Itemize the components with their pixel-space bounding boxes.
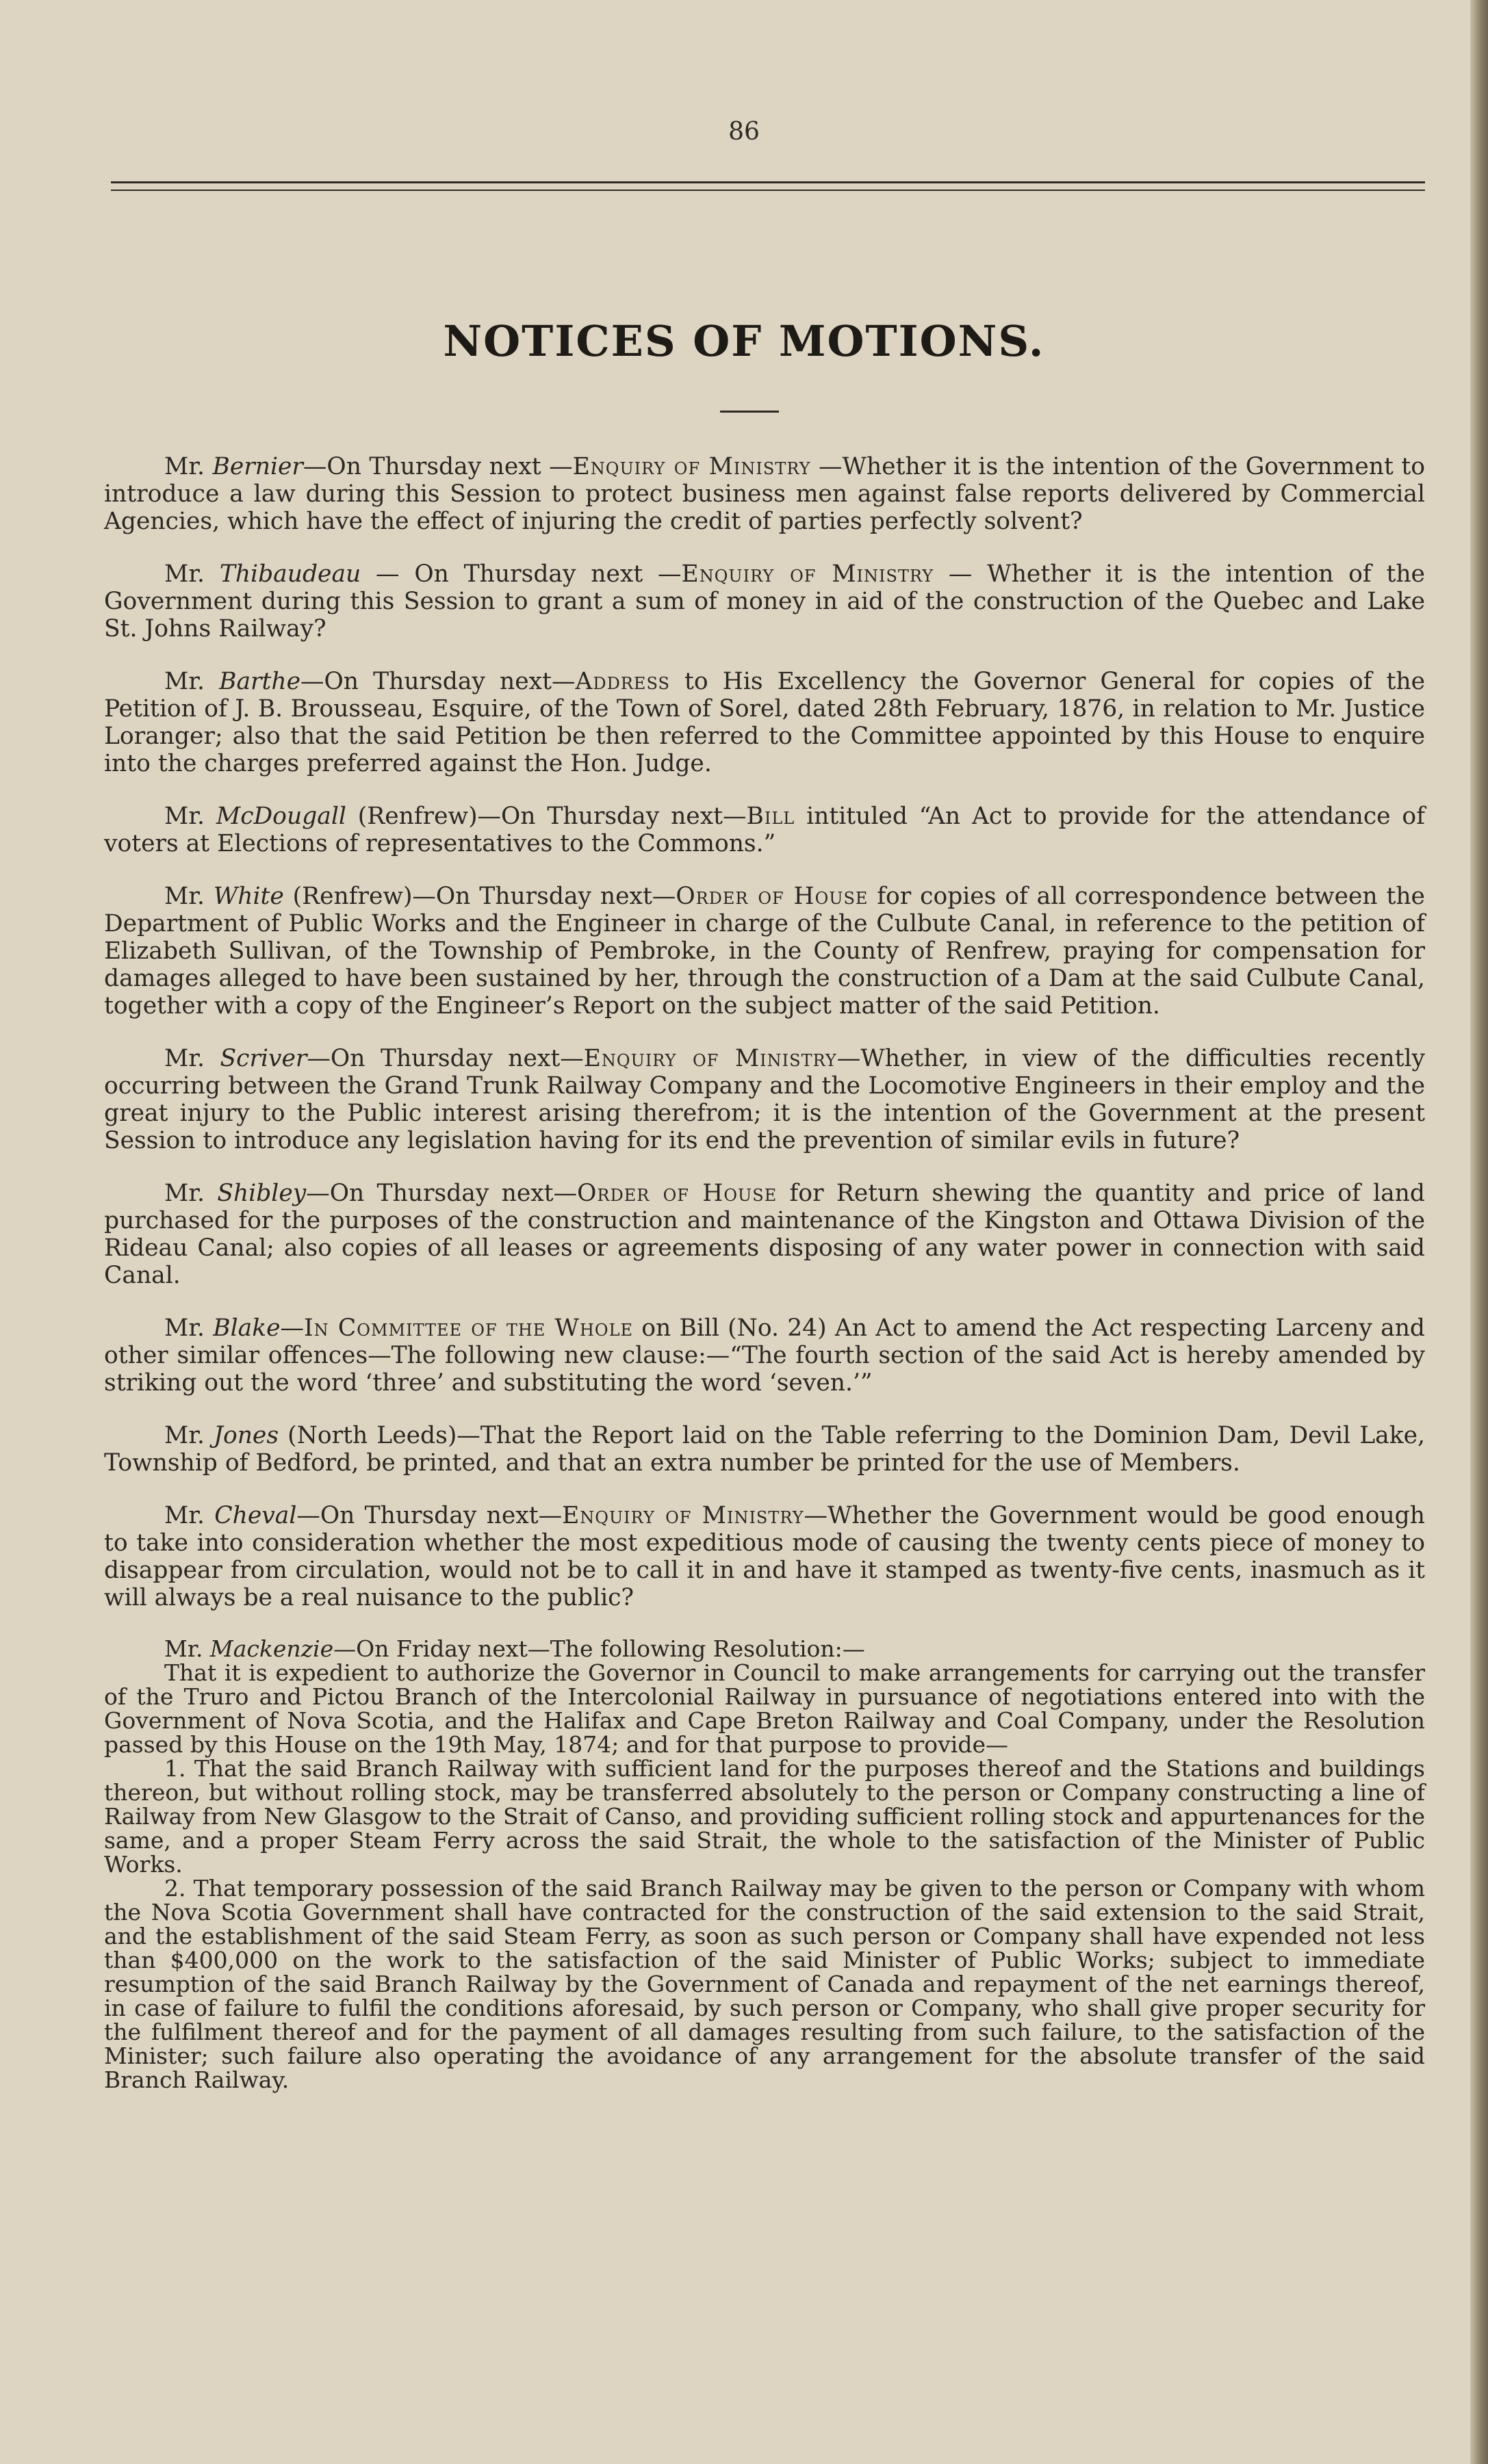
notices-body xyxy=(104,453,1425,2092)
member-name: McDougall xyxy=(216,803,346,830)
member-name: White xyxy=(213,883,284,910)
resolution-intro: Mr. Mackenzie—On Friday next—The following Resolution:— xyxy=(164,1635,865,1662)
notice-paragraph: Mr. Bernier—On Thursday next —Enquiry of Ministry —Whether it is the intention of the Government to introduce a law during this Session to protect business men against false reports delivered by Commercial Agencies, which have the effect of injuring the credit of parties perfectly solvent? xyxy=(104,453,1425,535)
book-spine-edge xyxy=(1470,0,1488,2464)
motion-type: Order of House xyxy=(577,1180,778,1207)
resolution-paragraph: 1. That the said Branch Railway with sufficient land for the purposes thereof and the Stations and buildings thereon, but without rolling stock, may be transferred absolutely to the person or Company constructing a line of Railway from New Glasgow to the Strait of Canso, and providing sufficient rolling stock and appurtenances for the same, and a proper Steam Ferry across the said Strait, the whole to the satisfaction of the Minister of Public Works. xyxy=(104,1755,1425,1878)
motion-type: In Committee of the Whole xyxy=(304,1314,634,1342)
member-name: Mackenzie xyxy=(209,1635,334,1662)
notice-paragraph: Mr. Thibaudeau — On Thursday next —Enquiry of Ministry — Whether it is the intention of the Government during this Session to grant a sum of money in aid of the construction of the Quebec and Lake St. Johns Railway? xyxy=(104,560,1425,643)
title-divider xyxy=(720,411,779,413)
header-rule-bottom xyxy=(111,190,1425,191)
motion-type: Enquiry of Ministry xyxy=(583,1045,837,1072)
header-rule-top xyxy=(111,181,1425,183)
member-name: Barthe xyxy=(219,668,301,695)
notice-paragraph: Mr. White (Renfrew)—On Thursday next—Order of House for copies of all correspondence between the Department of Public Works and the Engineer in charge of the Culbute Canal, in reference to the petition of Elizabeth Sullivan, of the Township of Pembroke, in the County of Renfrew, praying for compensation for damages alleged to have been sustained by her, through the construction of a Dam at the said Culbute Canal, together with a copy of the Engineer’s Report on the subject matter of the said Petition. xyxy=(104,883,1425,1020)
motion-type: Address xyxy=(575,668,670,695)
member-name: Bernier xyxy=(212,453,303,480)
member-name: Blake xyxy=(213,1314,281,1342)
motion-type: Order of House xyxy=(676,883,869,910)
resolution-notice xyxy=(104,1637,1425,2092)
notice-paragraph: Mr. Jones (North Leeds)—That the Report laid on the Table referring to the Dominion Dam, Devil Lake, Township of Bedford, be printed, and that an extra number be printed for the use of Members. xyxy=(104,1422,1425,1477)
resolution-paragraph: 2. That temporary possession of the said Branch Railway may be given to the person or Company with whom the Nova Scotia Government shall have contracted for the construction of the said extension to the said Strait, and the establishment of the said Steam Ferry, as soon as such person or Company shall have expended not less than $400,000 on the work to the satisfaction of the said Minister of Public Works; subject to immediate resumption of the said Branch Railway by the Government of Canada and repayment of the net earnings thereof, in case of failure to fulfil the conditions aforesaid, by such person or Company, who shall give proper security for the fulfilment thereof and for the payment of all damages resulting from such failure, to the satisfaction of the Minister; such failure also operating the avoidance of any arrangement for the absolute transfer of the said Branch Railway. xyxy=(104,1875,1425,2093)
notice-paragraph: Mr. Scriver—On Thursday next—Enquiry of Ministry—Whether, in view of the difficulties recently occurring between the Grand Trunk Railway Company and the Locomotive Engineers in their employ and the great injury to the Public interest arising therefrom; it is the intention of the Government at the present Session to introduce any legislation having for its end the prevention of similar evils in future? xyxy=(104,1045,1425,1154)
notice-paragraph: Mr. Blake—In Committee of the Whole on Bill (No. 24) An Act to amend the Act respecting Larceny and other similar offences—The following new clause:—“The fourth section of the said Act is hereby amended by striking out the word ‘three’ and substituting the word ‘seven.’” xyxy=(104,1314,1425,1397)
notice-paragraph: Mr. Barthe—On Thursday next—Address to His Excellency the Governor General for copies of the Petition of J. B. Brousseau, Esquire, of the Town of Sorel, dated 28th February, 1876, in relation to Mr. Justice Loranger; also that the said Petition be then referred to the Committee appointed by this House to enquire into the charges preferred against the Hon. Judge. xyxy=(104,668,1425,777)
member-name: Shibley xyxy=(217,1180,307,1207)
motion-type: Enquiry of Ministry xyxy=(681,560,934,588)
notice-paragraph: Mr. McDougall (Renfrew)—On Thursday next—Bill intituled “An Act to provide for the attendance of voters at Elections of representatives to the Commons.” xyxy=(104,803,1425,857)
motion-type: Enquiry of Ministry xyxy=(572,453,811,480)
page-title: NOTICES OF MOTIONS. xyxy=(443,316,1045,366)
member-name: Jones xyxy=(214,1422,279,1449)
member-name: Thibaudeau xyxy=(219,560,361,588)
notices-list xyxy=(104,453,1425,1611)
page-number: 86 xyxy=(728,118,760,146)
notice-paragraph: Mr. Cheval—On Thursday next—Enquiry of Ministry—Whether the Government would be good enough to take into consideration whether the most expeditious mode of causing the twenty cents piece of money to disappear from circulation, would not be to call it in and have it stamped as twenty-five cents, inasmuch as it will always be a real nuisance to the public? xyxy=(104,1502,1425,1611)
resolution-paragraph: That it is expedient to authorize the Governor in Council to make arrangements for carrying out the transfer of the Truro and Pictou Branch of the Intercolonial Railway in pursuance of negotiations entered into with the Government of Nova Scotia, and the Halifax and Cape Breton Railway and Coal Company, under the Resolution passed by this House on the 19th May, 1874; and for that purpose to provide— xyxy=(104,1659,1425,1758)
motion-type: Enquiry of Ministry xyxy=(562,1502,804,1529)
member-name: Scriver xyxy=(220,1045,307,1072)
member-name: Cheval xyxy=(214,1502,297,1529)
notice-paragraph: Mr. Shibley—On Thursday next—Order of House for Return shewing the quantity and price of land purchased for the purposes of the construction and maintenance of the Kingston and Ottawa Division of the Rideau Canal; also copies of all leases or agreements disposing of any water power in connection with said Canal. xyxy=(104,1180,1425,1289)
motion-type: Bill xyxy=(746,803,795,830)
